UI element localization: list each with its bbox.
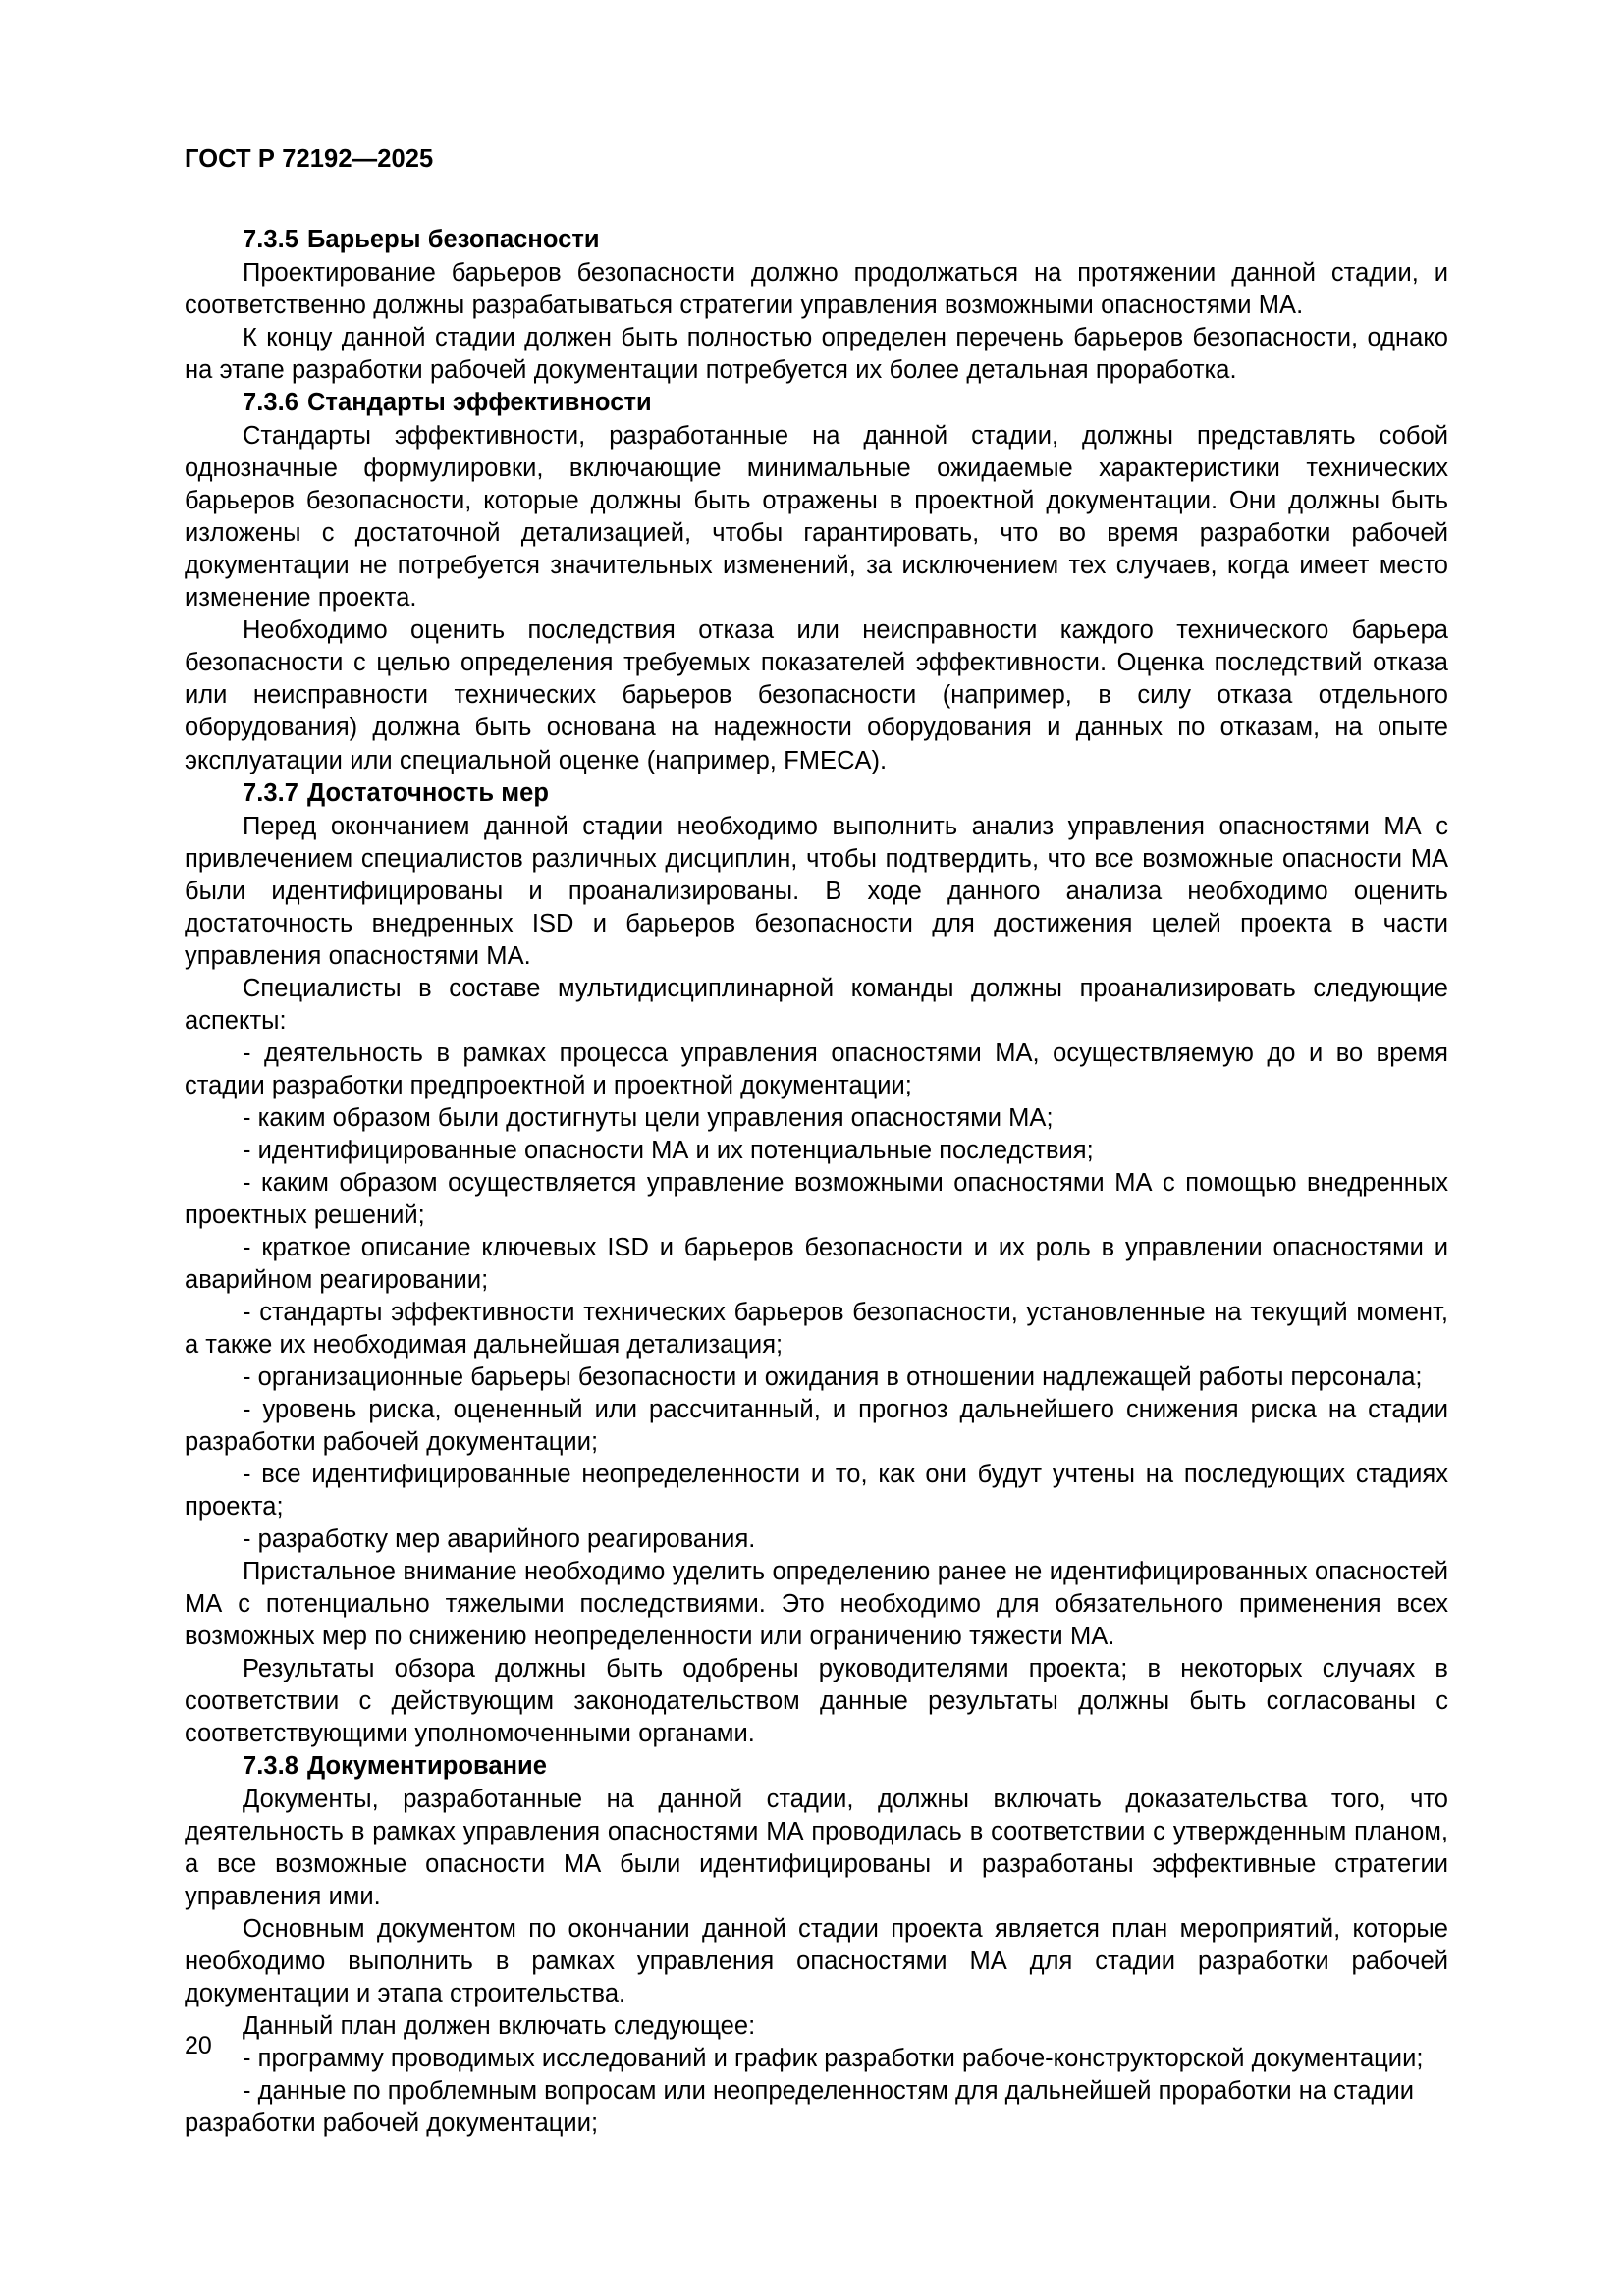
list-item: - разработку мер аварийного реагирования. <box>243 1525 756 1553</box>
list-item: - все идентифицированные неопределенности и то, как они будут учтены на последующих стадиях проекта; <box>185 1460 1448 1521</box>
paragraph: Стандарты эффективности, разработанные на данной стадии, должны представлять собой однозначные формулировки, включающие минимальные ожидаемые характеристики технических барьеров безопасности, которые должны быть отражены в проектной документации. Они должны быть изложены с достаточной детализацией, чтобы гарантировать, что во время разработки рабочей документации не потребуется значительных изменений, за исключением тех случаев, когда имеет место изменение проекта. <box>185 422 1448 613</box>
paragraph: Данный план должен включать следующее: <box>243 2012 756 2041</box>
paragraph: Пристальное внимание необходимо уделить определению ранее не идентифицированных опасностей МА с потенциально тяжелыми последствиями. Это необходимо для обязательного применения всех возможных мер по снижению неопределенности или ограничению тяжести МА. <box>185 1558 1448 1651</box>
section-heading-7-3-7 <box>185 777 1448 811</box>
section-number: 7.3.5 <box>243 226 298 253</box>
list-item: - идентифицированные опасности МА и их потенциальные последствия; <box>243 1136 1094 1164</box>
section-title: Документирование <box>306 1752 547 1781</box>
running-head-standard-number: ГОСТ Р 72192—2025 <box>185 145 434 173</box>
section-heading-7-3-6 <box>185 387 1448 420</box>
list-item: - краткое описание ключевых ISD и барьеров безопасности и их роль в управлении опасностями и аварийном реагировании; <box>185 1233 1448 1294</box>
page-body <box>185 224 1448 2140</box>
paragraph: Перед окончанием данной стадии необходимо выполнить анализ управления опасностями МА с привлечением специалистов различных дисциплин, чтобы подтвердить, что все возможные опасности МА были идентифицированы и проанализированы. В ходе данного анализа необходимо оценить достаточность внедренных ISD и барьеров безопасности для достижения целей проекта в части управления опасностями МА. <box>185 812 1448 970</box>
list-item: - данные по проблемным вопросам или неопределенностям для дальнейшей проработки на стадии разработки рабочей документации; <box>185 2077 1414 2138</box>
paragraph: К концу данной стадии должен быть полностью определен перечень барьеров безопасности, однако на этапе разработки рабочей документации потребуется их более детальная проработка. <box>185 324 1448 385</box>
paragraph: Специалисты в составе мультидисциплинарной команды должны проанализировать следующие аспекты: <box>185 974 1448 1035</box>
section-number: 7.3.8 <box>243 1752 298 1781</box>
paragraph: Проектирование барьеров безопасности должно продолжаться на протяжении данной стадии, и соответственно должны разрабатываться стратегии управления возможными опасностями МА. <box>185 259 1448 320</box>
list-item: - стандарты эффективности технических барьеров безопасности, установленные на текущий момент, а также их необходимая дальнейшая детализация; <box>185 1298 1448 1359</box>
section-heading-7-3-8 <box>185 1750 1448 1784</box>
list-item: - организационные барьеры безопасности и ожидания в отношении надлежащей работы персонала; <box>243 1362 1423 1391</box>
page-number: 20 <box>185 2032 212 2059</box>
page-header <box>185 145 1446 173</box>
paragraph: Основным документом по окончании данной стадии проекта является план мероприятий, которые необходимо выполнить в рамках управления опасностями МА для стадии разработки рабочей документации и этапа строительства. <box>185 1915 1448 2008</box>
list-item: - каким образом осуществляется управление возможными опасностями МА с помощью внедренных проектных решений; <box>185 1168 1448 1229</box>
list-item: - деятельность в рамках процесса управления опасностями МА, осуществляемую до и во время стадии разработки предпроектной и проектной документации; <box>185 1039 1448 1099</box>
section-title: Стандарты эффективности <box>306 389 652 417</box>
paragraph: Документы, разработанные на данной стадии, должны включать доказательства того, что деятельность в рамках управления опасностями МА проводилась в соответствии с утвержденным планом, а все возможные опасности МА были идентифицированы и разработаны эффективные стратегии управления ими. <box>185 1786 1448 1911</box>
paragraph: Необходимо оценить последствия отказа или неисправности каждого технического барьера безопасности с целью определения требуемых показателей эффективности. Оценка последствий отказа или неисправности технических барьеров безопасности (например, в силу отказа отдельного оборудования) должна быть основана на надежности оборудования и данных по отказам, на опыте эксплуатации или специальной оценке (например, FMECA). <box>185 616 1448 774</box>
section-title: Достаточность мер <box>306 778 549 807</box>
section-number: 7.3.6 <box>243 389 298 417</box>
section-number: 7.3.7 <box>243 778 298 807</box>
list-item: - программу проводимых исследований и график разработки рабоче-конструкторской документации; <box>243 2045 1424 2073</box>
paragraph: Результаты обзора должны быть одобрены руководителями проекта; в некоторых случаях в соответствии с действующим законодательством данные результаты должны быть согласованы с соответствующими уполномоченными органами. <box>185 1655 1448 1748</box>
section-title: Барьеры безопасности <box>306 226 600 253</box>
list-item: - уровень риска, оцененный или рассчитанный, и прогноз дальнейшего снижения риска на стадии разработки рабочей документации; <box>185 1395 1448 1456</box>
list-item: - каким образом были достигнуты цели управления опасностями МА; <box>243 1103 1054 1132</box>
section-heading-7-3-5 <box>185 224 1448 257</box>
